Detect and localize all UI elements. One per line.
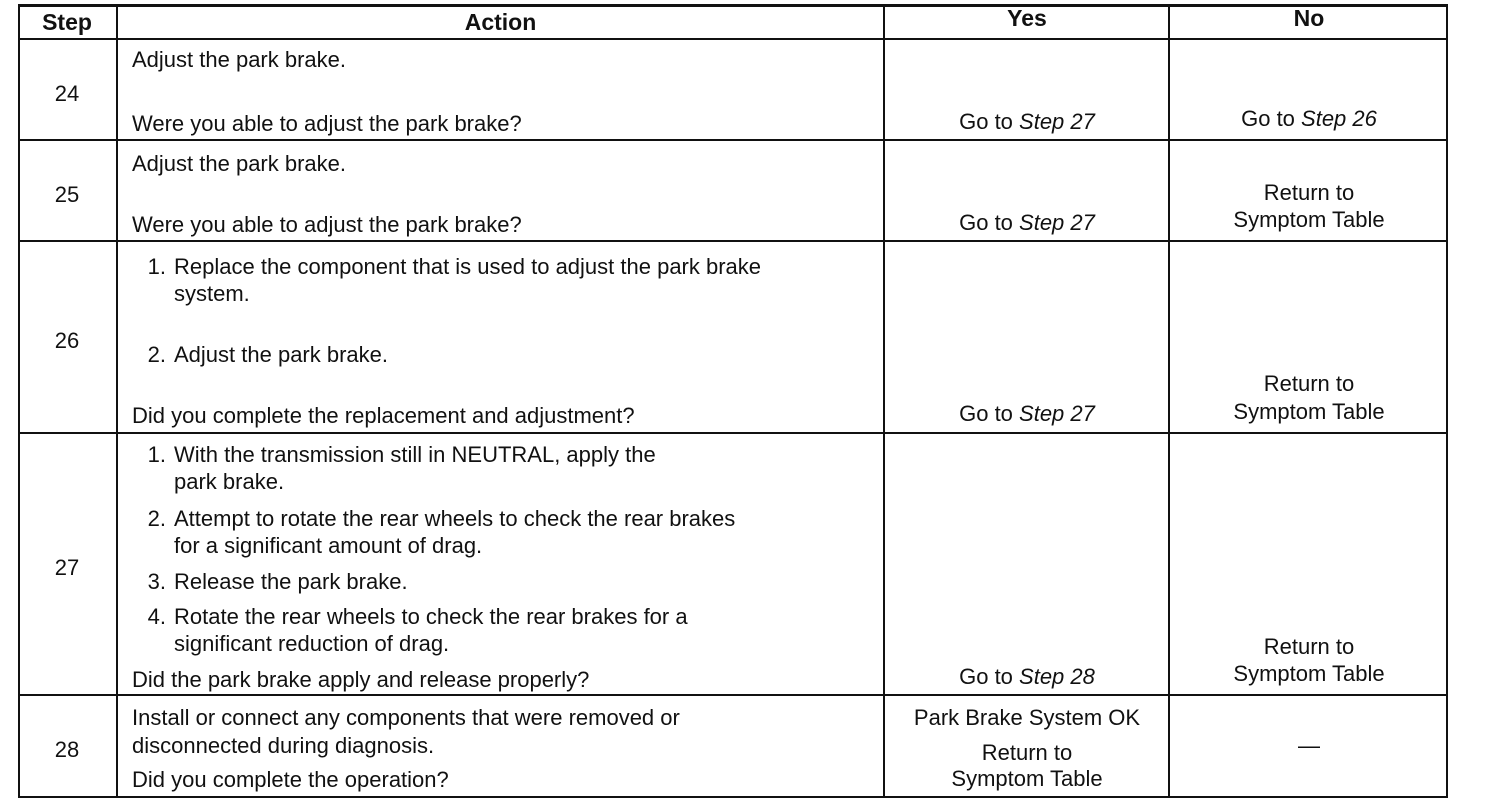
header-action: Action [464,9,537,35]
yes-result-line: Park Brake System OK [913,705,1141,730]
no-result-line: Symptom Table [1233,661,1385,686]
no-result-line: Return to [1263,371,1355,396]
header-divider [18,38,1448,40]
table-border-bottom [18,796,1448,798]
action-list-item: 4. Rotate the rear wheels to check the rear brakes for a [147,604,688,629]
row-divider [18,240,1448,242]
action-question: Did you complete the operation? [132,767,449,792]
action-list-item-cont: for a significant amount of drag. [174,533,483,558]
no-result: Go to Step 26 [1241,106,1377,131]
row-divider [18,694,1448,696]
step-reference: Step 26 [1301,106,1377,131]
no-result-line: Symptom Table [1233,207,1385,232]
row-divider [18,139,1448,141]
col-divider [116,4,118,798]
action-list-item: 2. Attempt to rotate the rear wheels to check the rear brakes [147,506,736,531]
step-number: 27 [54,555,80,580]
yes-result: Go to Step 27 [959,210,1095,235]
step-number: 26 [54,328,80,353]
action-list-item: 1. Replace the component that is used to adjust the park brake [147,254,762,279]
action-question: Did the park brake apply and release properly? [132,667,590,692]
action-question: Did you complete the replacement and adjustment? [132,403,635,428]
col-divider [18,4,20,798]
step-number: 28 [54,737,80,762]
no-result-line: Symptom Table [1233,399,1385,424]
yes-result: Go to Step 28 [959,664,1095,689]
action-list-item: 2. Adjust the park brake. [147,342,389,367]
step-reference: Step 27 [1019,401,1095,426]
step-reference: Step 27 [1019,210,1095,235]
action-list-item-cont: significant reduction of drag. [174,631,450,656]
no-result-line: Return to [1263,634,1355,659]
action-question: Were you able to adjust the park brake? [132,111,522,136]
header-no: No [1293,5,1325,31]
no-result-dash: — [1298,733,1320,758]
action-list-item-cont: park brake. [174,469,285,494]
step-reference: Step 27 [1019,109,1095,134]
header-step: Step [42,9,92,35]
diagnostic-table [18,4,1448,798]
action-text: disconnected during diagnosis. [132,733,435,758]
action-text: Install or connect any components that were removed or [132,705,680,730]
yes-result: Go to Step 27 [959,401,1095,426]
yes-result: Go to Step 27 [959,109,1095,134]
step-number: 25 [54,182,80,207]
step-reference: Step 28 [1019,664,1095,689]
action-list-item: 3. Release the park brake. [147,569,408,594]
action-list-item-cont: system. [174,281,250,306]
yes-result-line: Return to [981,740,1073,765]
action-question: Were you able to adjust the park brake? [132,212,522,237]
yes-result-line: Symptom Table [951,766,1103,791]
action-list-item: 1. With the transmission still in NEUTRAL, apply the [147,442,656,467]
step-number: 24 [54,81,80,106]
action-text: Adjust the park brake. [132,151,347,176]
no-result-line: Return to [1263,180,1355,205]
action-text: Adjust the park brake. [132,47,347,72]
row-divider [18,432,1448,434]
header-yes: Yes [1007,5,1047,31]
